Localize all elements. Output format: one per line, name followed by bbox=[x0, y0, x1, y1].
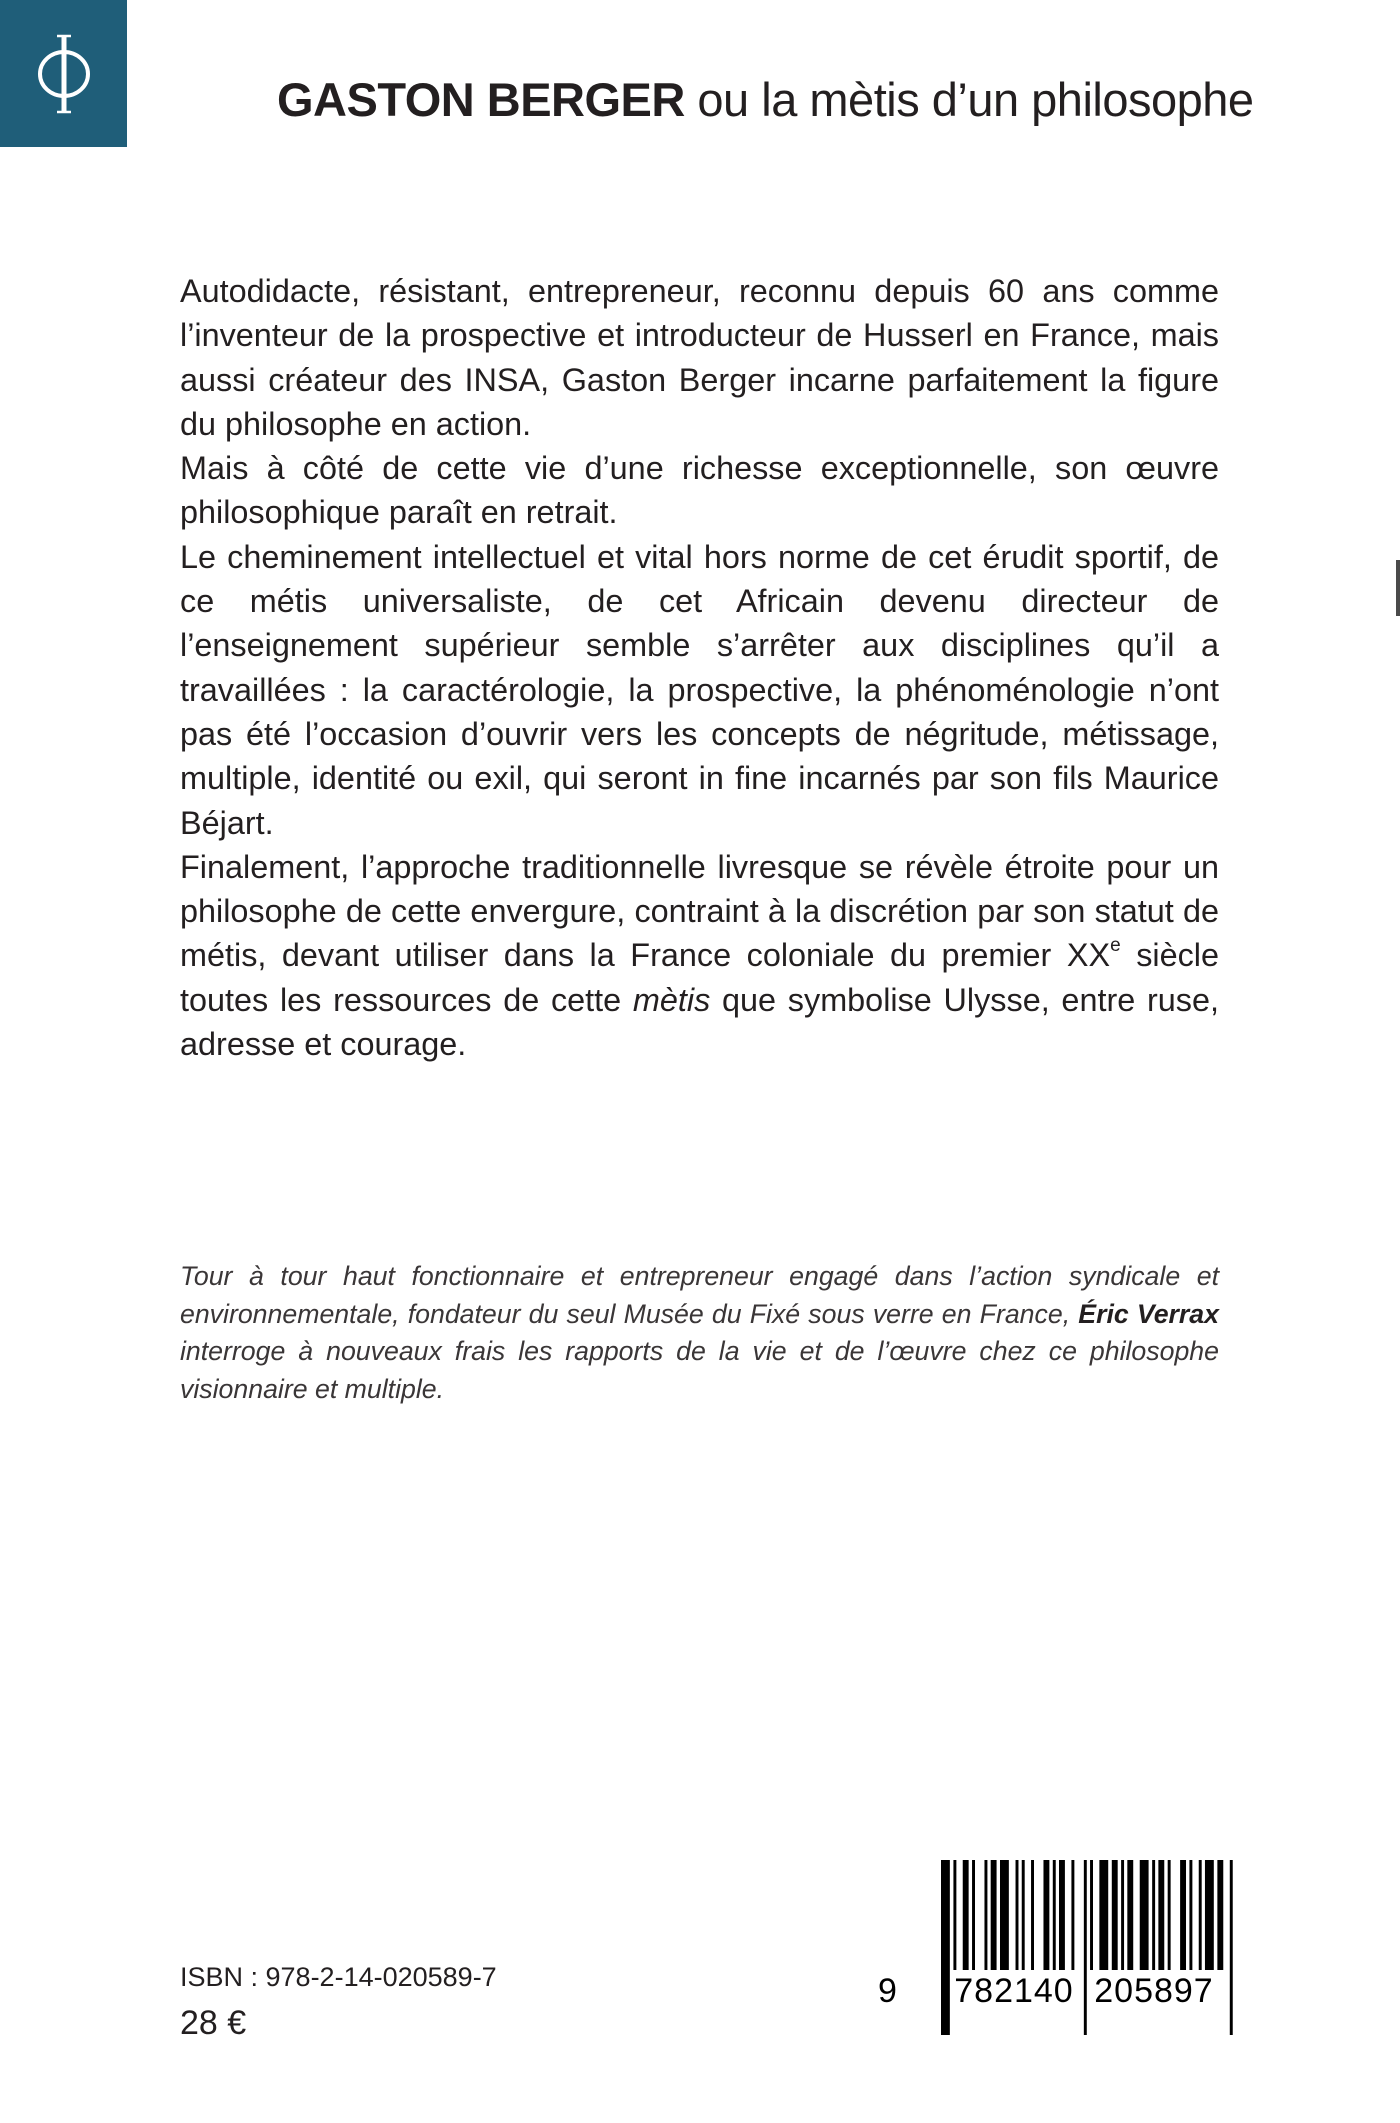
book-title bbox=[277, 64, 1337, 136]
publisher-logo bbox=[0, 0, 127, 147]
description-paragraph bbox=[180, 845, 1219, 1066]
author-bio-text: interroge à nouveaux frais les rapports de la vie et de l’œuvre chez ce philosophe visionnaire et multiple. bbox=[180, 1336, 1219, 1404]
barcode-first-digit: 9 bbox=[878, 1972, 897, 2010]
barcode-right-digits: 205897 bbox=[1094, 1972, 1214, 2010]
barcode-left-digits: 782140 bbox=[954, 1972, 1074, 2010]
author-name: Éric Verrax bbox=[1078, 1298, 1219, 1329]
title-author-name: GASTON BERGER bbox=[277, 73, 685, 126]
description-paragraph: Autodidacte, résistant, entrepreneur, reconnu depuis 60 ans comme l’inventeur de la prospective et introducteur de Husserl en France, mais aussi créateur des INSA, Gaston Berger incarne parfaitement la figure du philosophe en action. bbox=[180, 273, 1219, 442]
description-paragraph: Le cheminement intellectuel et vital hors norme de cet érudit sportif, de ce métis universaliste, de cet Africain devenu directeur de l’enseignement supérieur semble s’arrêter aux disciplines qu’il a travaillées : la caractérologie, la prospective, la phénoménologie n’ont pas été l’occasion d’ouvrir vers les concepts de négritude, métissage, multiple, identité ou exil, qui seront in fine incarnés par son fils Maurice Béjart. bbox=[180, 538, 1219, 841]
author-bio bbox=[180, 1258, 1219, 1408]
author-bio-text: Tour à tour haut fonctionnaire et entrepreneur engagé dans l’action syndicale et environnementale, fondateur du seul Musée du Fixé sous verre en France, bbox=[180, 1261, 1219, 1329]
price-label: 28 € bbox=[180, 2004, 247, 2042]
description-text: Finalement, l’approche traditionnelle livresque se révèle étroite pour un philosophe de cette envergure, contraint à la discrétion par son statut de métis, devant utiliser dans la France coloniale du premier XX bbox=[180, 848, 1219, 974]
title-subtitle: ou la mètis d’un philosophe bbox=[697, 73, 1254, 126]
book-description bbox=[180, 269, 1219, 1066]
barcode bbox=[878, 1860, 1248, 2030]
description-text: siècle toutes les ressources de cette bbox=[180, 937, 1220, 1018]
description-paragraph: Mais à côté de cette vie d’une richesse exceptionnelle, son œuvre philosophique paraît en retrait. bbox=[180, 450, 1219, 531]
description-text: que symbolise Ulysse, entre ruse, adresse et courage. bbox=[180, 981, 1219, 1063]
edge-mark bbox=[1396, 560, 1400, 616]
italic-term: mètis bbox=[632, 981, 711, 1018]
phi-logo-icon bbox=[32, 32, 96, 116]
isbn-label: ISBN : 978-2-14-020589-7 bbox=[180, 1962, 497, 1992]
superscript: e bbox=[1110, 935, 1121, 957]
